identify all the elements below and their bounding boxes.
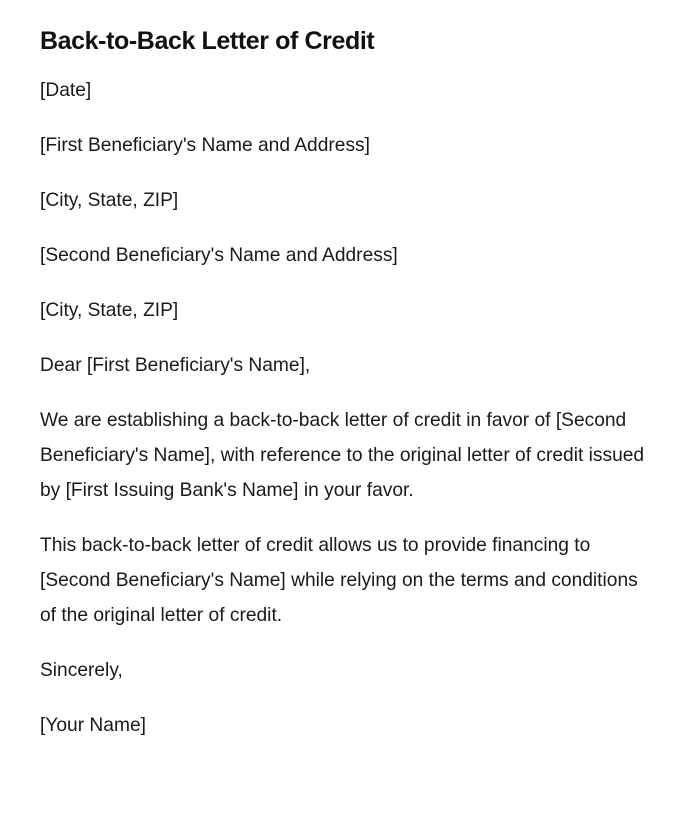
closing: Sincerely, <box>40 660 123 681</box>
salutation: Dear [First Beneficiary's Name], <box>40 355 311 376</box>
body-paragraph-1: We are establishing a back-to-back letter of credit in favor of [Second Beneficiary's Name], with reference to the original letter of credit issued by [First Issuing Bank's Name] in your favor. <box>40 410 645 501</box>
signature-name: [Your Name] <box>40 715 146 736</box>
date-line: [Date] <box>40 80 92 101</box>
letter-document <box>40 24 650 763</box>
second-beneficiary-name-address: [Second Beneficiary's Name and Address] <box>40 245 398 266</box>
document-title: Back-to-Back Letter of Credit <box>40 27 375 55</box>
first-beneficiary-city-state-zip: [City, State, ZIP] <box>40 190 179 211</box>
body-paragraph-2: This back-to-back letter of credit allows us to provide financing to [Second Beneficiary's Name] while relying on the terms and conditions of the original letter of credit. <box>40 535 638 626</box>
second-beneficiary-city-state-zip: [City, State, ZIP] <box>40 300 179 321</box>
first-beneficiary-name-address: [First Beneficiary's Name and Address] <box>40 135 370 156</box>
